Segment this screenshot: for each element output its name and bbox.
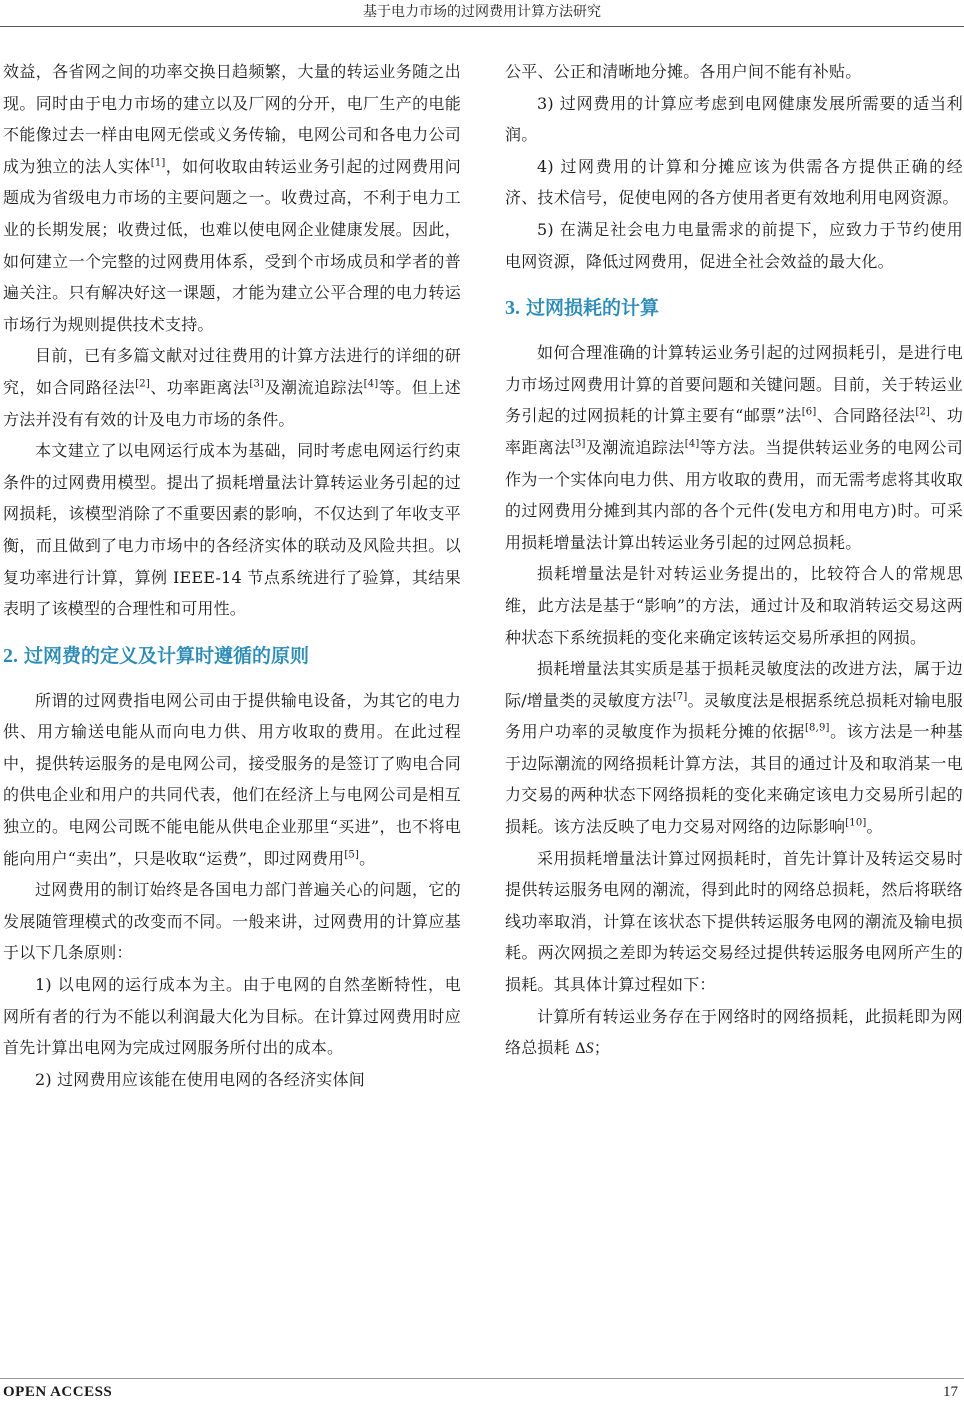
section-heading-3: 3. 过网损耗的计算: [505, 297, 660, 320]
principle-item: 3) 过网费用的计算应考虑到电网健康发展所需要的适当利润。: [505, 93, 963, 145]
citation-ref[interactable]: [4]: [363, 378, 379, 390]
paragraph: 如何合理准确的计算转运业务引起的过网损耗引，是进行电力市场过网费用计算的首要问题和关键问题。目前，关于转运业务引起的过网损耗的计算主要有“邮票”法[6]、合同路径法[2]、功率距离法[3]及潮流追踪法[4]等方法。当提供转运业务的电网公司作为一个实体向电力供、用方收取的费用，而无需考虑将其收取的过网费用分摊到其内部的各个元件(发电方和用电方)时。可采用损耗增量法计算出转运业务引起的过网总损耗。: [505, 343, 963, 552]
principle-item: 2) 过网费用应该能在使用电网的各经济实体间: [35, 1069, 365, 1089]
paragraph: 本文建立了以电网运行成本为基础，同时考虑电网运行约束条件的过网费用模型。提出了损耗增量法计算转运业务引起的过网损耗，该模型消除了不重要因素的影响，不仅达到了年收支平衡，而且做到了电力市场中的各经济实体的联动及风险共担。以复功率进行计算，算例 IEEE-14 节点系统进行了验算，其结果表明了该模型的合理性和可用性。: [3, 441, 461, 619]
citation-ref[interactable]: [2]: [915, 407, 931, 419]
running-header: 基于电力市场的过网费用计算方法研究: [0, 0, 964, 27]
variable-s: S: [585, 1040, 594, 1058]
open-access-label: OPEN ACCESS: [3, 1384, 113, 1400]
citation-ref[interactable]: [7]: [672, 691, 688, 703]
paragraph: 过网费用的制订始终是各国电力部门普遍关心的问题，它的发展随管理模式的改变而不同。一般来讲，过网费用的计算应基于以下几条原则：: [3, 880, 461, 963]
citation-ref[interactable]: [4]: [684, 438, 700, 450]
footer-rule: [0, 1378, 964, 1379]
citation-ref[interactable]: [3]: [249, 378, 265, 390]
paragraph: 计算所有转运业务存在于网络时的网络损耗，此损耗即为网络总损耗 ΔS；: [505, 1006, 963, 1058]
citation-ref[interactable]: [3]: [570, 438, 586, 450]
citation-ref[interactable]: [6]: [801, 407, 817, 419]
citation-ref[interactable]: [8,9]: [804, 722, 830, 734]
principle-item: 1) 以电网的运行成本为主。由于电网的自然垄断特性，电网所有者的行为不能以利润最大化为目标。在计算过网费用时应首先计算出电网为完成过网服务所付出的成本。: [3, 975, 461, 1058]
paragraph: 采用损耗增量法计算过网损耗时，首先计算计及转运交易时提供转运服务电网的潮流，得到此时的网络总损耗，然后将联络线功率取消，计算在该状态下提供转运服务电网的潮流及输电损耗。两次网损之差即为转运交易经过提供转运服务电网所产生的损耗。其具体计算过程如下：: [505, 848, 963, 995]
citation-ref[interactable]: [2]: [135, 378, 150, 390]
paragraph: 损耗增量法是针对转运业务提出的，比较符合人的常规思维，此方法是基于“影响”的方法，通过计及和取消转运交易这两种状态下系统损耗的变化来确定该转运交易所承担的网损。: [505, 564, 963, 647]
citation-ref[interactable]: [5]: [344, 849, 360, 861]
paragraph: 公平、公正和清晰地分摊。各用户间不能有补贴。: [505, 62, 862, 81]
citation-ref[interactable]: [10]: [845, 817, 867, 829]
citation-ref[interactable]: [1]: [150, 157, 166, 169]
paragraph: 损耗增量法其实质是基于损耗灵敏度法的改进方法，属于边际/增量类的灵敏度方法[7]。灵敏度法是根据系统总损耗对输电服务用户功率的灵敏度作为损耗分摊的依据[8,9]。该方法是一种基于边际潮流的网络损耗计算方法，其目的通过计及和取消某一电力交易的两种状态下网络损耗的变化来确定该电力交易所引起的损耗。该方法反映了电力交易对网络的边际影响[10]。: [505, 659, 963, 837]
left-column: [3, 56, 461, 1095]
paragraph: 效益，各省网之间的功率交换日趋频繁，大量的转运业务随之出现。同时由于电力市场的建立以及厂网的分开，电厂生产的电能不能像过去一样由电网无偿或义务传输，电网公司和各电力公司成为独立的法人实体[1]，如何收取由转运业务引起的过网费用问题成为省级电力市场的主要问题之一。收费过高，不利于电力工业的长期发展；收费过低，也难以使电网企业健康发展。因此，如何建立一个完整的过网费用体系，受到个市场成员和学者的普遍关注。只有解决好这一课题，才能为建立公平合理的电力转运市场行为规则提供技术支持。: [3, 62, 461, 334]
principle-item: 4) 过网费用的计算和分摊应该为供需各方提供正确的经济、技术信号，促使电网的各方使用者更有效地利用电网资源。: [505, 156, 963, 208]
paragraph: 所谓的过网费指电网公司由于提供输电设备，为其它的电力供、用方输送电能从而向电力供、用方收取的费用。在此过程中，提供转运服务的是电网公司，接受服务的是签订了购电合同的供电企业和用户的共同代表，他们在经济上与电网公司是相互独立的。电网公司既不能电能从供电企业那里“买进”，也不将电能向用户“卖出”，只是收取“运费”，即过网费用[5]。: [3, 690, 461, 868]
page-number: 17: [943, 1384, 958, 1400]
delta-symbol: Δ: [575, 1040, 586, 1058]
section-heading-2: 2. 过网费的定义及计算时遵循的原则: [3, 644, 310, 667]
principle-item: 5) 在满足社会电力电量需求的前提下，应致力于节约使用电网资源，降低过网费用，促进全社会效益的最大化。: [505, 219, 963, 271]
right-column: [505, 56, 963, 1065]
paragraph: 目前，已有多篇文献对过往费用的计算方法进行的详细的研究，如合同路径法[2]、功率距离法[3]及潮流追踪法[4]等。但上述方法并没有有效的计及电力市场的条件。: [3, 346, 461, 429]
